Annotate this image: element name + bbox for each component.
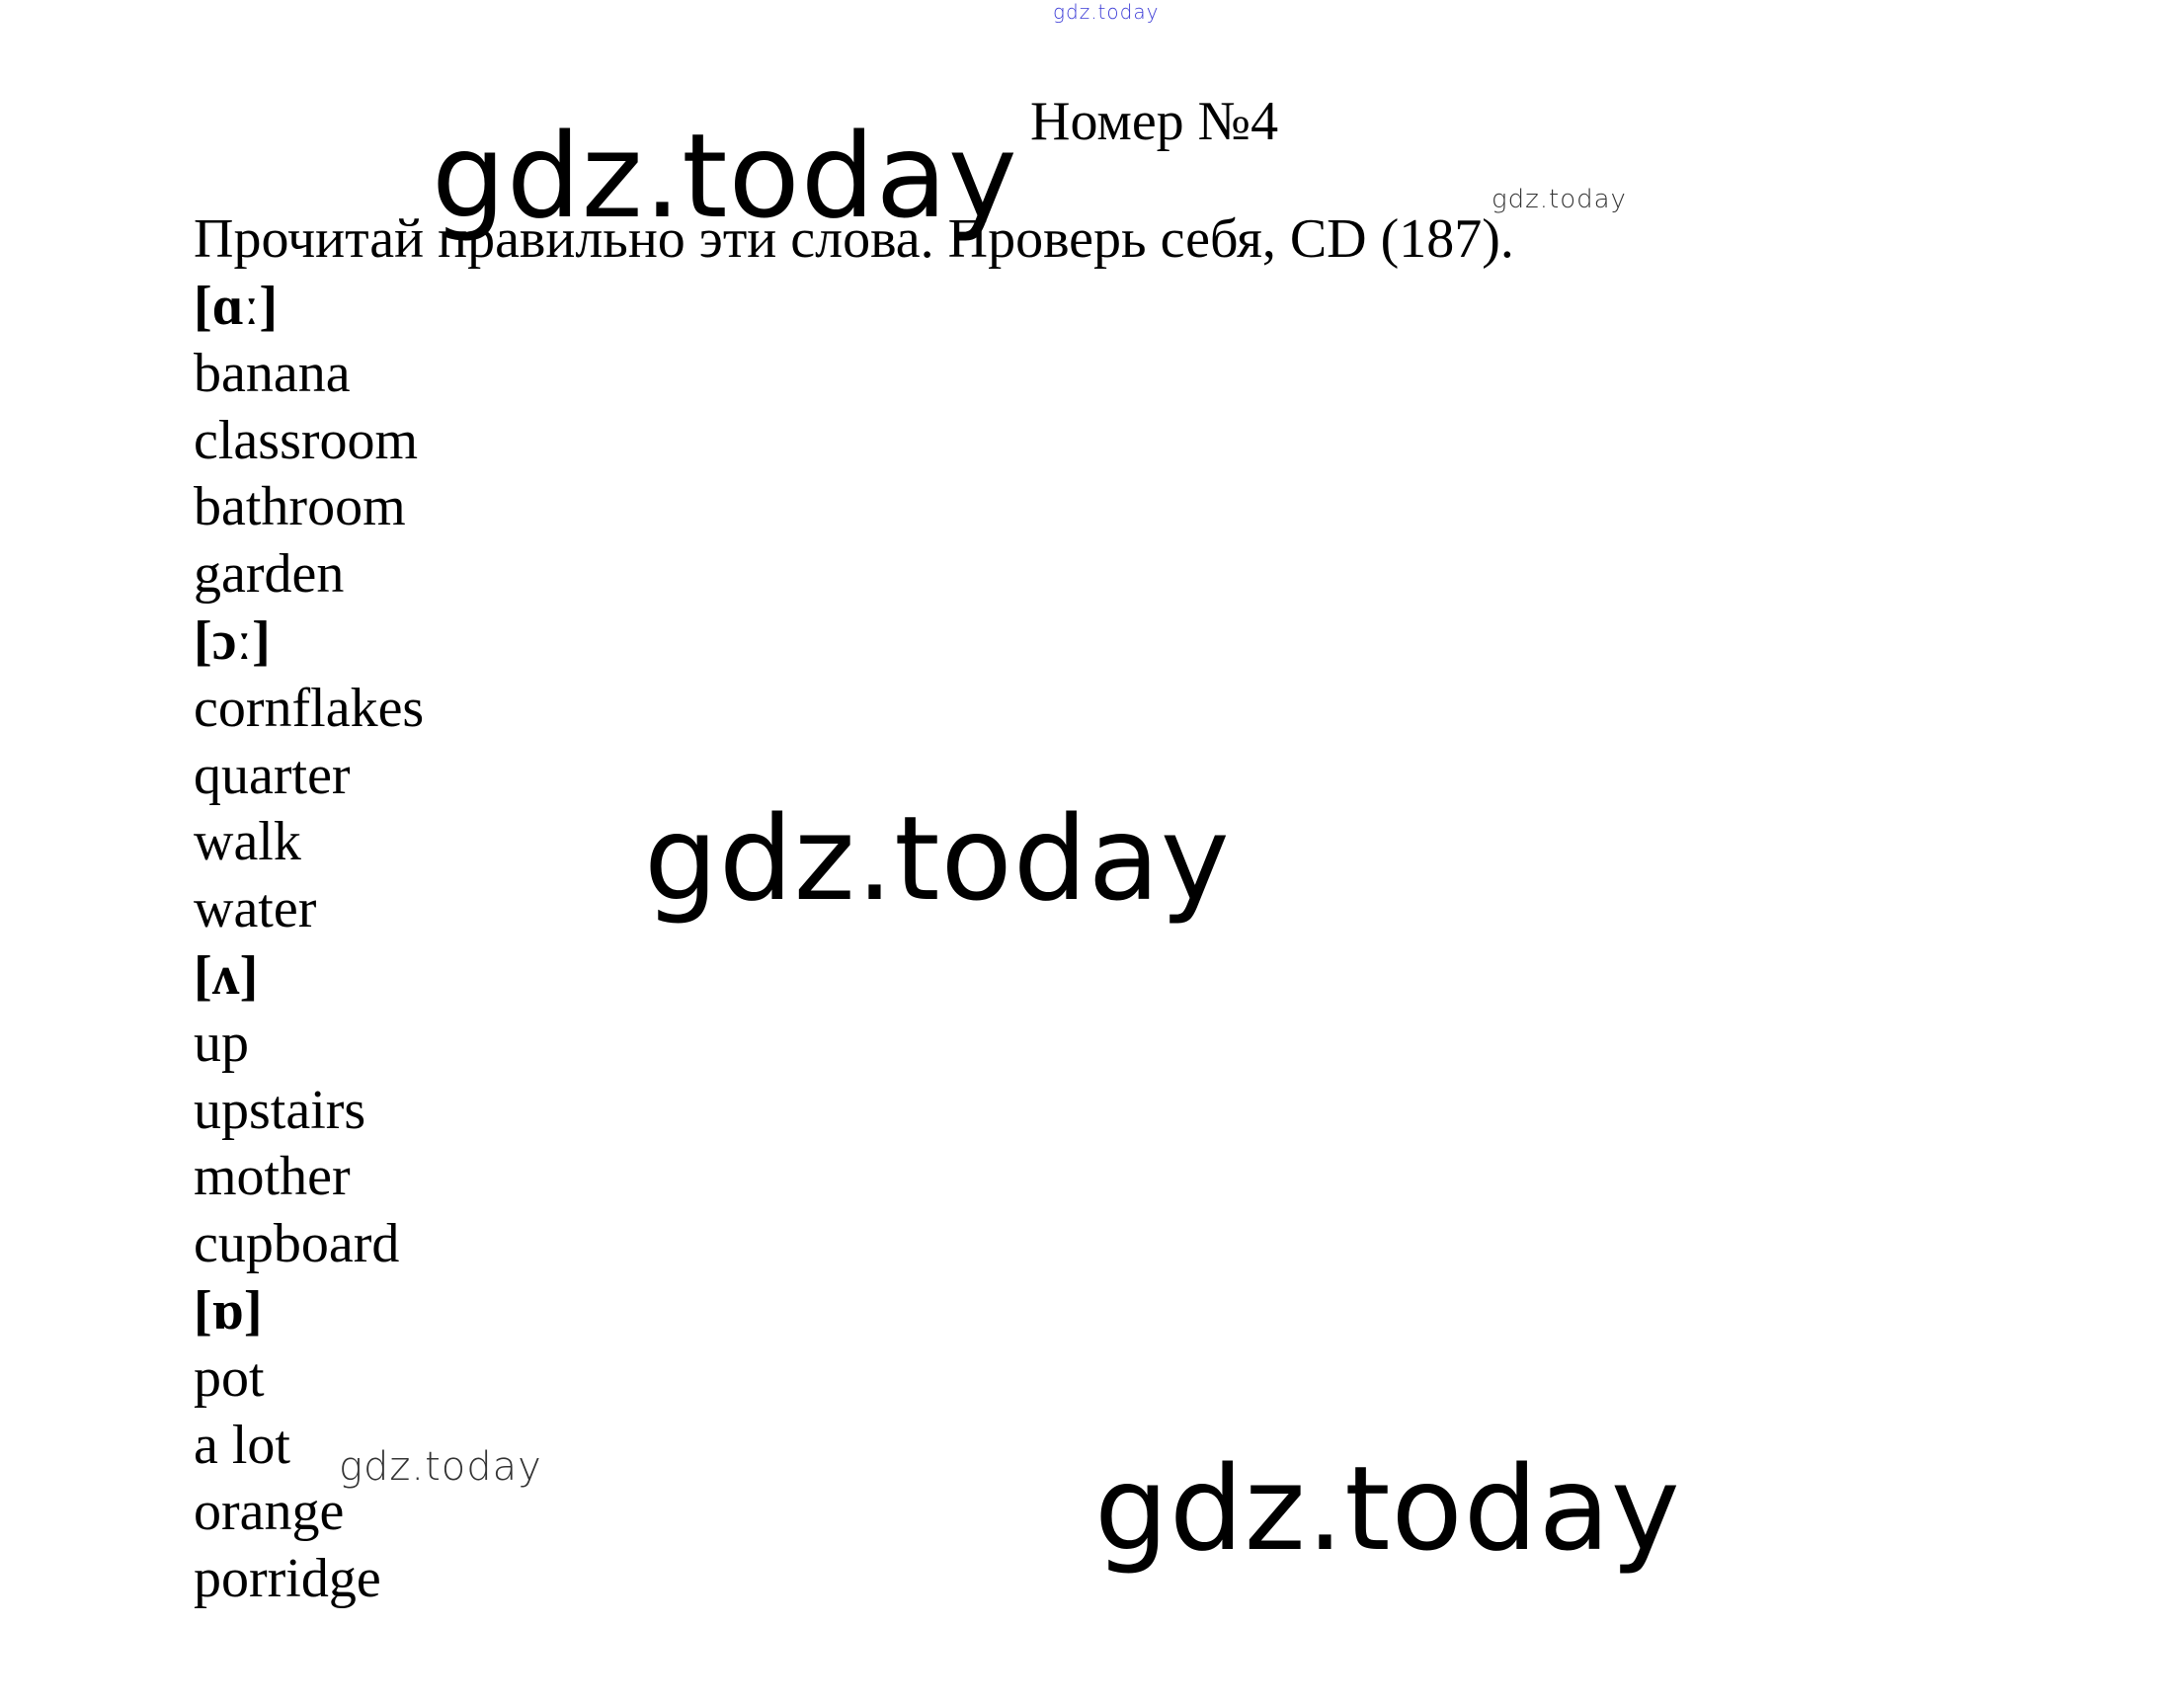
list-item: bathroom <box>194 476 406 538</box>
list-item: walk <box>194 811 301 873</box>
list-item: quarter <box>194 744 351 806</box>
list-item: upstairs <box>194 1079 366 1141</box>
list-item: classroom <box>194 409 419 471</box>
list-item: mother <box>194 1146 351 1208</box>
watermark-bottom-small: gdz.today <box>339 1444 542 1490</box>
list-item: cupboard <box>194 1213 400 1275</box>
list-item: a lot <box>194 1414 290 1476</box>
sound-heading: [ɒ] <box>194 1279 263 1342</box>
list-item: cornflakes <box>194 677 425 739</box>
page-title: Номер №4 <box>1030 91 1279 152</box>
instruction-text: Прочитай правильно эти слова. Проверь себя, CD (187). <box>194 208 1514 270</box>
watermark-top-large: gdz.today <box>432 108 1018 244</box>
list-item: garden <box>194 543 345 606</box>
sound-heading: [ɔː] <box>194 610 271 672</box>
list-item: orange <box>194 1481 345 1543</box>
list-item: banana <box>194 342 351 404</box>
sound-heading: [ɑː] <box>194 276 279 337</box>
list-item: water <box>194 878 317 940</box>
watermark-middle-large: gdz.today <box>644 790 1231 927</box>
sound-heading: [ʌ] <box>194 944 259 1007</box>
watermark-top-tiny: gdz.today <box>1053 0 1160 24</box>
watermark-top-small: gdz.today <box>1492 185 1627 214</box>
watermark-bottom-large: gdz.today <box>1094 1440 1681 1577</box>
list-item: pot <box>194 1346 265 1409</box>
list-item: up <box>194 1012 249 1074</box>
list-item: porridge <box>194 1548 381 1610</box>
word-list <box>194 274 424 1613</box>
